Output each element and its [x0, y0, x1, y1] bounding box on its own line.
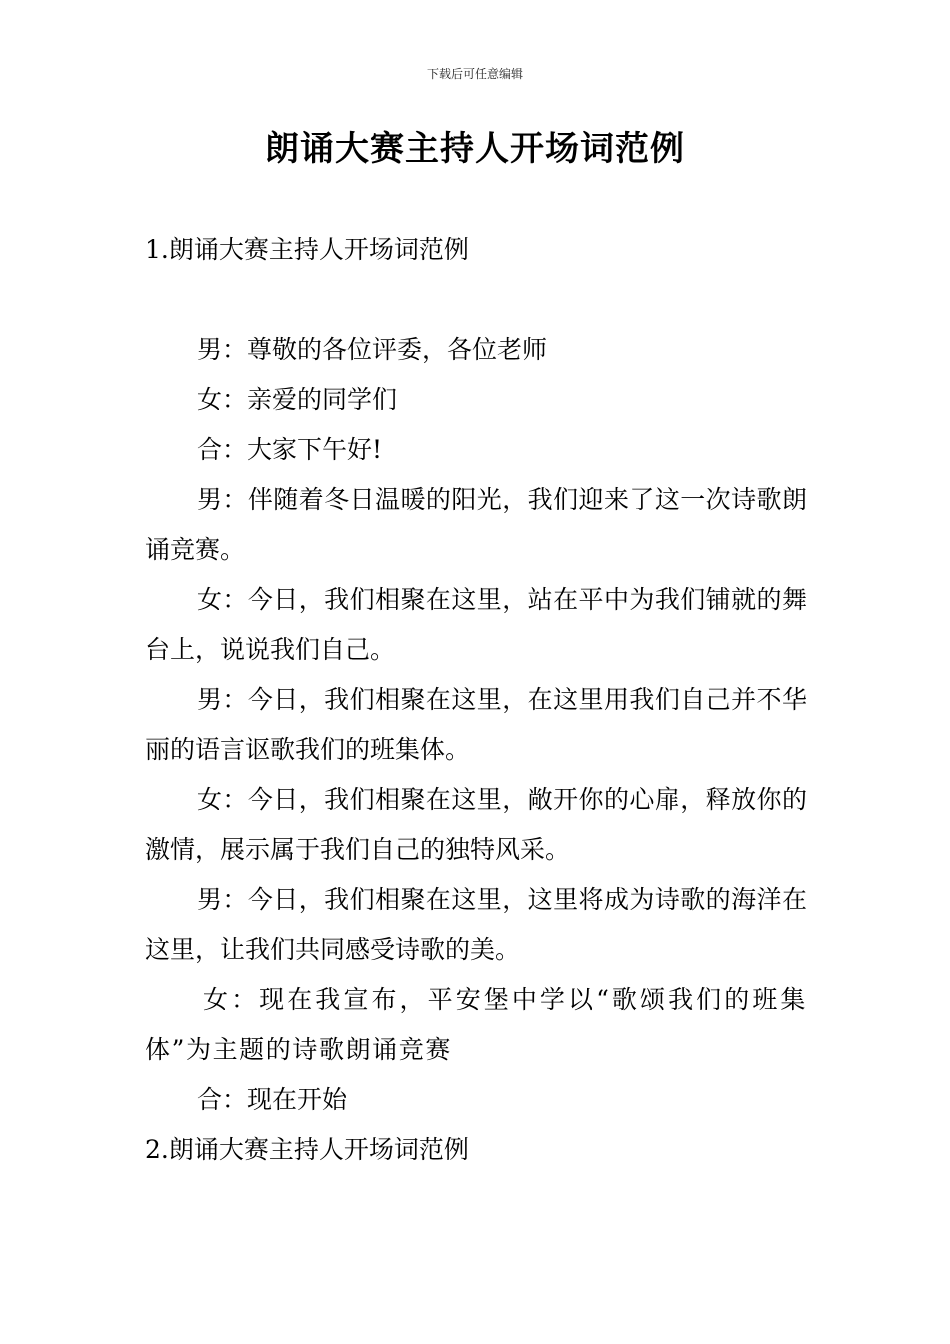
header-note: 下载后可任意编辑	[426, 67, 523, 81]
dialogue-line: 合：现在开始	[197, 1085, 348, 1114]
document-title: 朗诵大赛主持人开场词范例	[265, 129, 685, 169]
document-body	[145, 225, 807, 1175]
dialogue-line: 男：伴随着冬日温暖的阳光，我们迎来了这一次诗歌朗诵竞赛。	[145, 485, 807, 564]
section-heading-2: 2.朗诵大赛主持人开场词范例	[145, 1135, 469, 1164]
dialogue-line: 女：亲爱的同学们	[197, 385, 398, 414]
section-heading-1: 1.朗诵大赛主持人开场词范例	[145, 235, 469, 264]
dialogue-line: 男：今日，我们相聚在这里，这里将成为诗歌的海洋在这里，让我们共同感受诗歌的美。	[145, 885, 807, 964]
blank-line	[145, 275, 807, 325]
dialogue-line: 合：大家下午好!	[197, 435, 383, 464]
dialogue-line: 男：尊敬的各位评委，各位老师	[197, 335, 548, 364]
dialogue-line: 女：现在我宣布，平安堡中学以“歌颂我们的班集体”为主题的诗歌朗诵竞赛	[145, 985, 807, 1064]
dialogue-line: 女：今日，我们相聚在这里，敞开你的心扉，释放你的激情，展示属于我们自己的独特风采。	[145, 785, 807, 864]
dialogue-line: 男：今日，我们相聚在这里，在这里用我们自己并不华丽的语言讴歌我们的班集体。	[145, 685, 807, 764]
dialogue-line: 女：今日，我们相聚在这里，站在平中为我们铺就的舞台上，说说我们自己。	[145, 585, 807, 664]
